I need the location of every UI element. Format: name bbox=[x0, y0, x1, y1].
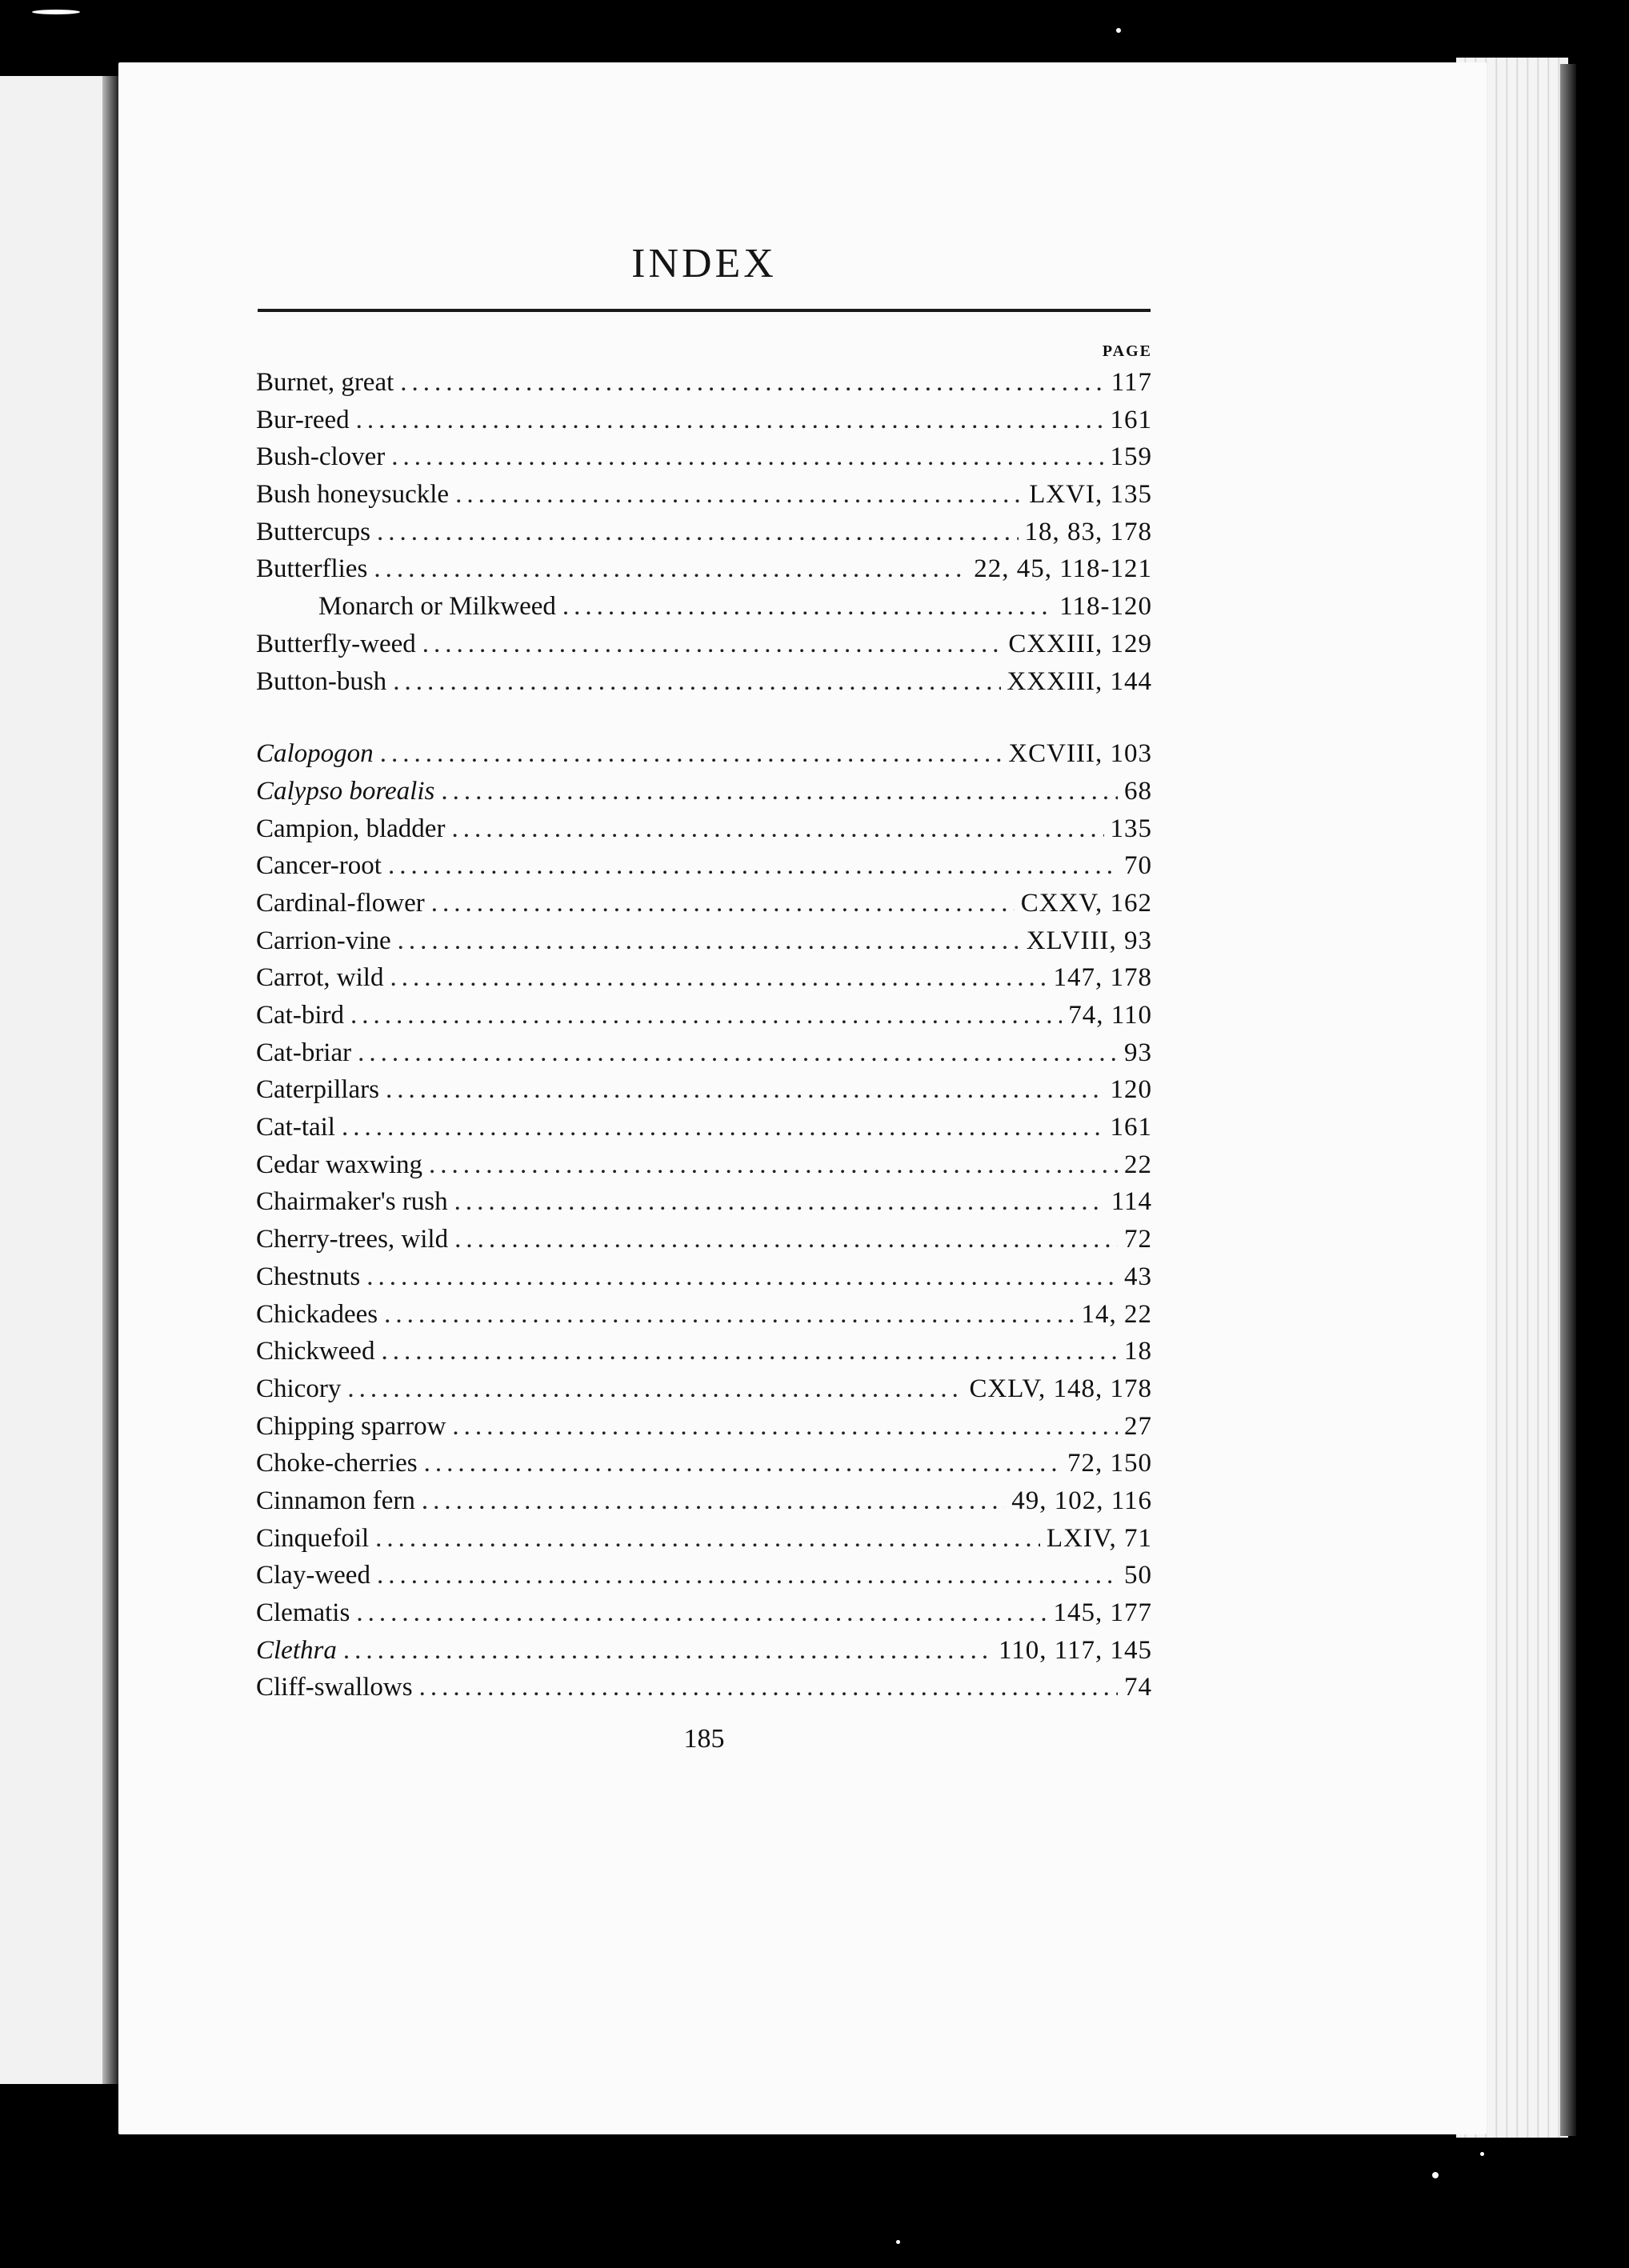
index-entry bbox=[256, 1445, 1152, 1482]
entry-term: Campion, bladder bbox=[256, 814, 446, 843]
dot-leader bbox=[562, 588, 1053, 626]
entry-pages: 74 bbox=[1124, 1673, 1152, 1702]
entry-pages: 22 bbox=[1124, 1150, 1152, 1179]
entry-term: Chipping sparrow bbox=[256, 1411, 446, 1441]
entry-term: Calypso borealis bbox=[256, 776, 435, 806]
gutter-shadow bbox=[102, 76, 118, 2084]
entry-pages: 93 bbox=[1124, 1038, 1152, 1067]
index-entry bbox=[256, 1557, 1152, 1594]
dot-leader bbox=[350, 997, 1062, 1034]
index-entry bbox=[256, 1221, 1152, 1258]
index-entry bbox=[256, 1482, 1152, 1520]
dot-leader bbox=[451, 810, 1103, 848]
entry-term: Cherry-trees, wild bbox=[256, 1225, 449, 1254]
index-entry bbox=[256, 402, 1152, 439]
index-entry bbox=[256, 1669, 1152, 1706]
entry-term: Carrion-vine bbox=[256, 926, 391, 955]
scan-speck bbox=[1116, 28, 1121, 33]
index-entry bbox=[256, 476, 1152, 514]
index-entry bbox=[256, 1632, 1152, 1670]
entry-pages: 161 bbox=[1110, 405, 1152, 434]
entry-term: Cliff-swallows bbox=[256, 1673, 413, 1702]
dot-leader bbox=[454, 1221, 1118, 1258]
dot-leader bbox=[356, 1594, 1047, 1632]
index-entry bbox=[256, 1109, 1152, 1146]
dot-leader bbox=[374, 550, 967, 588]
scan-speck bbox=[896, 2240, 900, 2244]
title-rule bbox=[258, 309, 1151, 312]
dot-leader bbox=[377, 1557, 1118, 1594]
index-entries bbox=[256, 364, 1152, 1706]
entry-pages: 22, 45, 118-121 bbox=[974, 554, 1152, 584]
entry-pages: XLVIII, 93 bbox=[1026, 926, 1152, 955]
index-entry bbox=[256, 1296, 1152, 1334]
entry-term: Cat-briar bbox=[256, 1038, 352, 1067]
entry-term: Cancer-root bbox=[256, 851, 382, 881]
entry-pages: 50 bbox=[1124, 1561, 1152, 1590]
entry-term: Bur-reed bbox=[256, 405, 350, 434]
index-entry bbox=[256, 663, 1152, 701]
entry-term: Clay-weed bbox=[256, 1561, 370, 1590]
dot-leader bbox=[424, 1445, 1061, 1482]
entry-term: Buttercups bbox=[256, 517, 370, 546]
entry-term: Cat-bird bbox=[256, 1001, 344, 1030]
entry-term: Chestnuts bbox=[256, 1262, 361, 1291]
dot-leader bbox=[391, 438, 1103, 476]
entry-pages: 18 bbox=[1124, 1337, 1152, 1366]
dot-leader bbox=[390, 959, 1047, 997]
dot-leader bbox=[429, 1146, 1118, 1184]
index-entry bbox=[256, 1146, 1152, 1184]
entry-pages: CXLV, 148, 178 bbox=[969, 1374, 1152, 1403]
index-entry bbox=[256, 514, 1152, 551]
dot-leader bbox=[342, 1109, 1104, 1146]
index-entry bbox=[256, 1408, 1152, 1446]
entry-term: Chicory bbox=[256, 1374, 342, 1403]
page-number: 185 bbox=[683, 1724, 725, 1754]
dot-leader bbox=[398, 922, 1020, 960]
dot-leader bbox=[419, 1669, 1118, 1706]
index-entry bbox=[256, 550, 1152, 588]
dot-leader bbox=[422, 1482, 1005, 1520]
entry-pages: 110, 117, 145 bbox=[998, 1635, 1152, 1665]
entry-pages: 72, 150 bbox=[1067, 1449, 1152, 1478]
entry-pages: 18, 83, 178 bbox=[1024, 517, 1152, 546]
entry-pages: 161 bbox=[1110, 1113, 1152, 1142]
entry-pages: 14, 22 bbox=[1081, 1299, 1152, 1329]
entry-pages: 117 bbox=[1111, 368, 1152, 397]
book-edge-shadow bbox=[1560, 64, 1576, 2136]
entry-term: Chickadees bbox=[256, 1299, 378, 1329]
entry-pages: 118-120 bbox=[1059, 592, 1152, 622]
index-entry bbox=[256, 1183, 1152, 1221]
entry-term: Butterflies bbox=[256, 554, 368, 584]
entry-term: Caterpillars bbox=[256, 1075, 379, 1105]
entry-term: Bush honeysuckle bbox=[256, 480, 450, 510]
index-entry bbox=[256, 959, 1152, 997]
entry-pages: XCVIII, 103 bbox=[1008, 739, 1152, 769]
index-entry bbox=[256, 1333, 1152, 1370]
entry-pages: 27 bbox=[1124, 1411, 1152, 1441]
dot-leader bbox=[343, 1632, 992, 1670]
entry-pages: 159 bbox=[1110, 442, 1152, 472]
dot-leader bbox=[386, 1071, 1104, 1109]
index-entry bbox=[256, 438, 1152, 476]
dot-leader bbox=[381, 1333, 1118, 1370]
entry-pages: 43 bbox=[1124, 1262, 1152, 1291]
dot-leader bbox=[388, 847, 1118, 885]
index-entry bbox=[256, 997, 1152, 1034]
dot-leader bbox=[452, 1408, 1118, 1446]
index-entry bbox=[256, 1594, 1152, 1632]
dot-leader bbox=[375, 1520, 1040, 1558]
entry-pages: 49, 102, 116 bbox=[1011, 1486, 1152, 1515]
entry-term: Chairmaker's rush bbox=[256, 1187, 448, 1217]
scan-speck bbox=[1432, 2172, 1439, 2178]
facing-page-edge bbox=[0, 76, 109, 2084]
entry-pages: 114 bbox=[1111, 1187, 1152, 1217]
scan-speck bbox=[1480, 2152, 1484, 2156]
entry-term: Butterfly-weed bbox=[256, 629, 416, 658]
entry-term: Clematis bbox=[256, 1598, 350, 1627]
entry-pages: 147, 178 bbox=[1053, 963, 1152, 993]
entry-term: Calopogon bbox=[256, 739, 374, 769]
dot-leader bbox=[358, 1034, 1118, 1072]
index-entry bbox=[256, 626, 1152, 663]
index-entry bbox=[256, 364, 1152, 402]
entry-term: Cinnamon fern bbox=[256, 1486, 415, 1515]
entry-term: Cinquefoil bbox=[256, 1523, 370, 1553]
dot-leader bbox=[393, 663, 1000, 701]
index-entry bbox=[256, 885, 1152, 922]
dot-leader bbox=[455, 476, 1023, 514]
index-entry bbox=[256, 1370, 1152, 1408]
dot-leader bbox=[441, 773, 1118, 810]
entry-pages: XXXIII, 144 bbox=[1007, 666, 1152, 696]
entry-term: Bush-clover bbox=[256, 442, 386, 472]
page-title: INDEX bbox=[631, 241, 777, 286]
entry-term: Cedar waxwing bbox=[256, 1150, 423, 1179]
entry-pages: 135 bbox=[1110, 814, 1152, 843]
dot-leader bbox=[380, 735, 1003, 773]
index-entry bbox=[256, 1520, 1152, 1558]
entry-term: Cardinal-flower bbox=[256, 888, 425, 918]
dot-leader bbox=[356, 402, 1104, 439]
entry-pages: 74, 110 bbox=[1068, 1001, 1152, 1030]
dot-leader bbox=[377, 514, 1019, 551]
entry-term: Monarch or Milkweed bbox=[318, 592, 556, 622]
dot-leader bbox=[431, 885, 1015, 922]
index-entry bbox=[256, 773, 1152, 810]
dot-leader bbox=[454, 1183, 1105, 1221]
index-subentry bbox=[256, 588, 1152, 626]
index-entry bbox=[256, 735, 1152, 773]
entry-pages: 145, 177 bbox=[1053, 1598, 1152, 1627]
entry-pages: CXXIII, 129 bbox=[1008, 629, 1152, 658]
dot-leader bbox=[400, 364, 1104, 402]
dot-leader bbox=[366, 1258, 1118, 1296]
entry-pages: 120 bbox=[1110, 1075, 1152, 1105]
dot-leader bbox=[347, 1370, 963, 1408]
scan-speck bbox=[32, 10, 80, 14]
dot-leader bbox=[384, 1296, 1075, 1334]
index-entry bbox=[256, 1071, 1152, 1109]
index-entry bbox=[256, 1258, 1152, 1296]
page-column-header: PAGE bbox=[1102, 342, 1152, 360]
dot-leader bbox=[422, 626, 1003, 663]
entry-term: Choke-cherries bbox=[256, 1449, 418, 1478]
entry-pages: 70 bbox=[1124, 851, 1152, 881]
entry-term: Button-bush bbox=[256, 666, 387, 696]
index-entry bbox=[256, 1034, 1152, 1072]
index-entry bbox=[256, 847, 1152, 885]
entry-pages: LXIV, 71 bbox=[1046, 1523, 1152, 1553]
entry-term: Chickweed bbox=[256, 1337, 375, 1366]
entry-term: Cat-tail bbox=[256, 1113, 335, 1142]
entry-pages: CXXV, 162 bbox=[1020, 888, 1152, 918]
entry-pages: 68 bbox=[1124, 776, 1152, 806]
index-entry bbox=[256, 922, 1152, 960]
entry-term: Burnet, great bbox=[256, 368, 394, 397]
entry-pages: 72 bbox=[1124, 1225, 1152, 1254]
entry-term: Clethra bbox=[256, 1635, 337, 1665]
entry-term: Carrot, wild bbox=[256, 963, 384, 993]
index-entry bbox=[256, 810, 1152, 848]
entry-pages: LXVI, 135 bbox=[1029, 480, 1152, 510]
